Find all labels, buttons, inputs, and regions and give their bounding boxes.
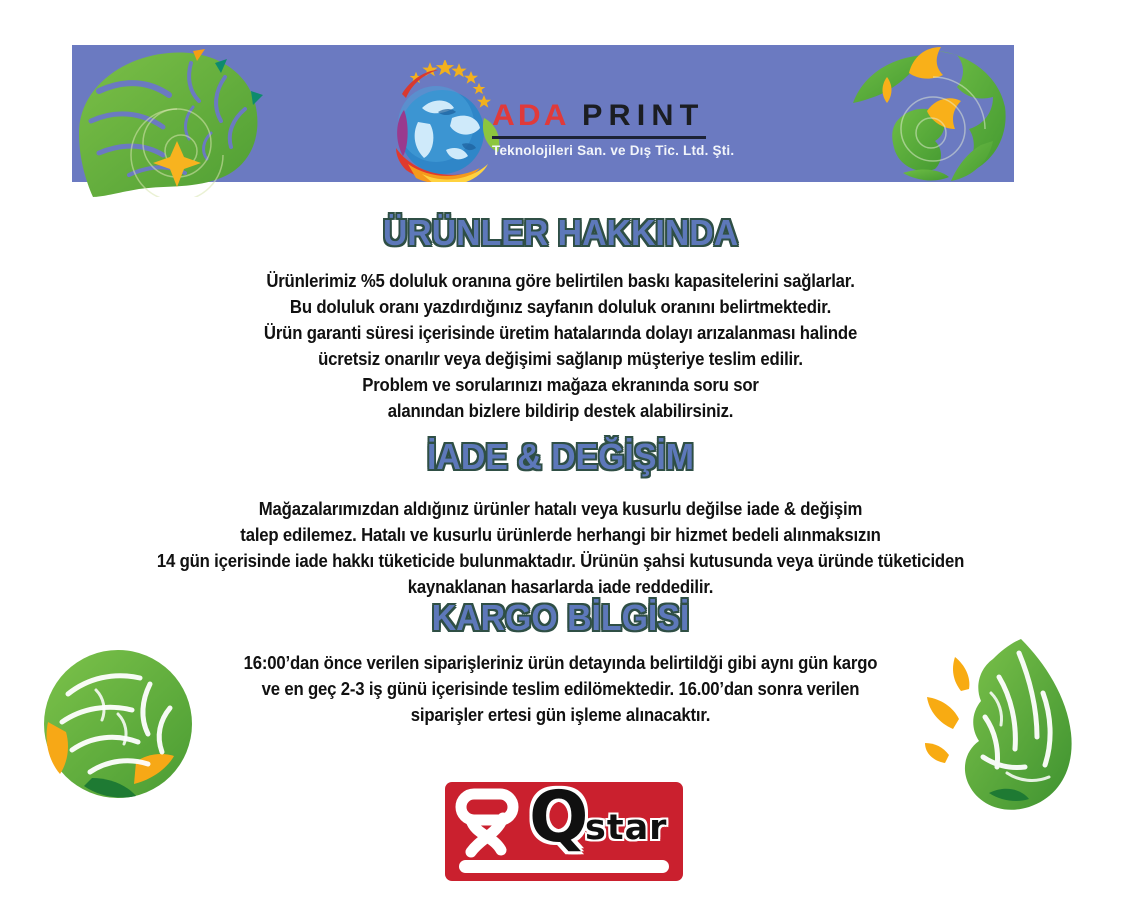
qstar-q-text: Q [529, 776, 589, 858]
text-line: Ürün garanti süresi içerisinde üretim hatalarında dolayı arızalanması halinde [263, 323, 858, 343]
shipping-paragraph [39, 650, 1082, 728]
text-line: Bu doluluk oranı yazdırdığınız sayfanın doluluk oranını belirtmektedir. [289, 297, 832, 317]
text-line: siparişler ertesi gün işleme alınacaktır. [410, 705, 711, 725]
text-line: Mağazalarımızdan aldığınız ürünler hatalı veya kusurlu değilse iade & değişim [258, 499, 863, 519]
text-line: ve en geç 2-3 iş günü içerisinde teslim edilömektedir. 16.00’dan sonra verilen [261, 679, 860, 699]
qstar-star-text: star [585, 808, 668, 848]
brand-caption: Teknolojileri San. ve Dış Tic. Ltd. Şti. [492, 143, 735, 158]
text-line: Ürünlerimiz %5 doluluk oranına göre belirtilen baskı kapasitelerini sağlarlar. [266, 271, 855, 291]
products-paragraph [39, 268, 1082, 424]
text-line: Problem ve sorularınızı mağaza ekranında soru sor [362, 375, 759, 395]
text-line: 14 gün içerisinde iade hakkı tüketicide bulunmaktadır. Ürünün şahsi kutusunda veya üründe tüketiciden [156, 551, 965, 571]
heading-products: ÜRÜNLER HAKKINDA [382, 212, 739, 253]
text-line: kaynaklanan hasarlarda iade reddedilir. [407, 577, 714, 597]
brand-name [492, 99, 732, 133]
brand-ada-text: ADA [492, 99, 570, 132]
qstar-logo [445, 776, 683, 881]
brand-block [492, 99, 735, 158]
brand-print-text: PRINT [582, 99, 705, 132]
brand-divider [492, 136, 706, 139]
text-line: talep edilemez. Hatalı ve kusurlu ürünlerde herhangi bir hizmet bedeli alınmaksızın [240, 525, 881, 545]
heading-returns: İADE & DEĞİŞİM [427, 436, 694, 477]
text-line: alanından bizlere bildirip destek alabilirsiniz. [387, 401, 734, 421]
text-line: 16:00’dan önce verilen siparişleriniz ürün detayında belirtildği gibi aynı gün kargo [243, 653, 878, 673]
text-line: ücretsiz onarılır veya değişimi sağlanıp müşteriye teslim edilir. [318, 349, 803, 369]
returns-paragraph [39, 496, 1082, 600]
heading-shipping: KARGO BİLGİSİ [431, 597, 690, 638]
